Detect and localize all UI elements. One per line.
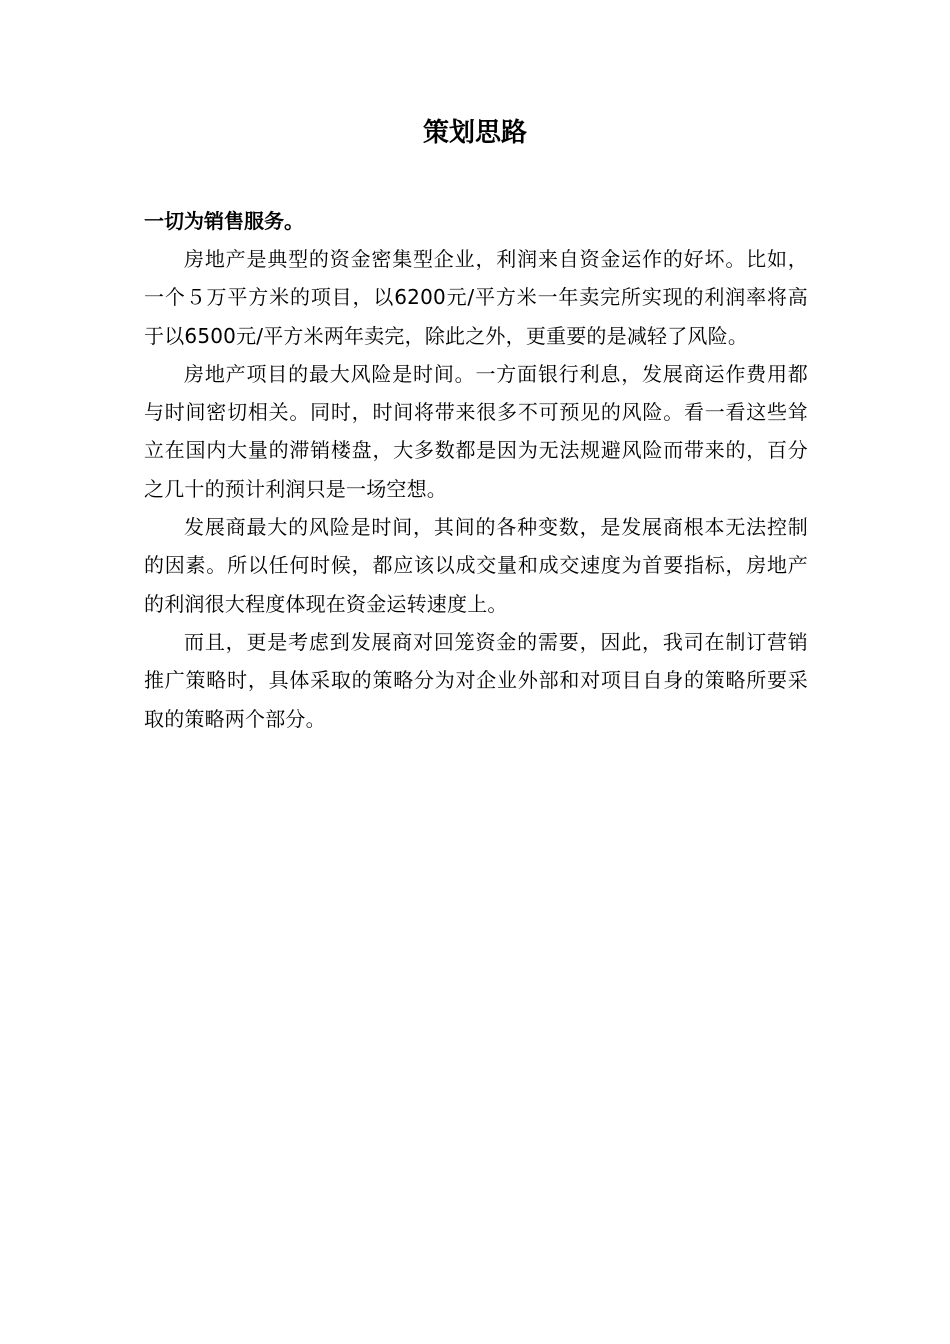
document-title: 策划思路 — [422, 118, 527, 148]
paragraph-1: 房地产是典型的资金密集型企业，利润来自资金运作的好坏。比如，一个５万平方米的项目，以6200元/平方米一年卖完所实现的利润率将高于以6500元/平方米两年卖完，除此之外，更重要的是减轻了风险。 — [144, 247, 808, 348]
section-heading: 一切为销售服务。 — [144, 209, 304, 233]
paragraph-3: 发展商最大的风险是时间，其间的各种变数，是发展商根本无法控制的因素。所以任何时候，都应该以成交量和成交速度为首要指标，房地产的利润很大程度体现在资金运转速度上。 — [144, 515, 808, 616]
paragraph-4: 而且，更是考虑到发展商对回笼资金的需要，因此，我司在制订营销推广策略时，具体采取的策略分为对企业外部和对项目自身的策略所要采取的策略两个部分。 — [144, 629, 808, 731]
document-body — [144, 202, 808, 738]
paragraph-2: 房地产项目的最大风险是时间。一方面银行利息，发展商运作费用都与时间密切相关。同时，时间将带来很多不可预见的风险。看一看这些耸立在国内大量的滞销楼盘，大多数都是因为无法规避风险而带来的，百分之几十的预计利润只是一场空想。 — [144, 361, 808, 501]
